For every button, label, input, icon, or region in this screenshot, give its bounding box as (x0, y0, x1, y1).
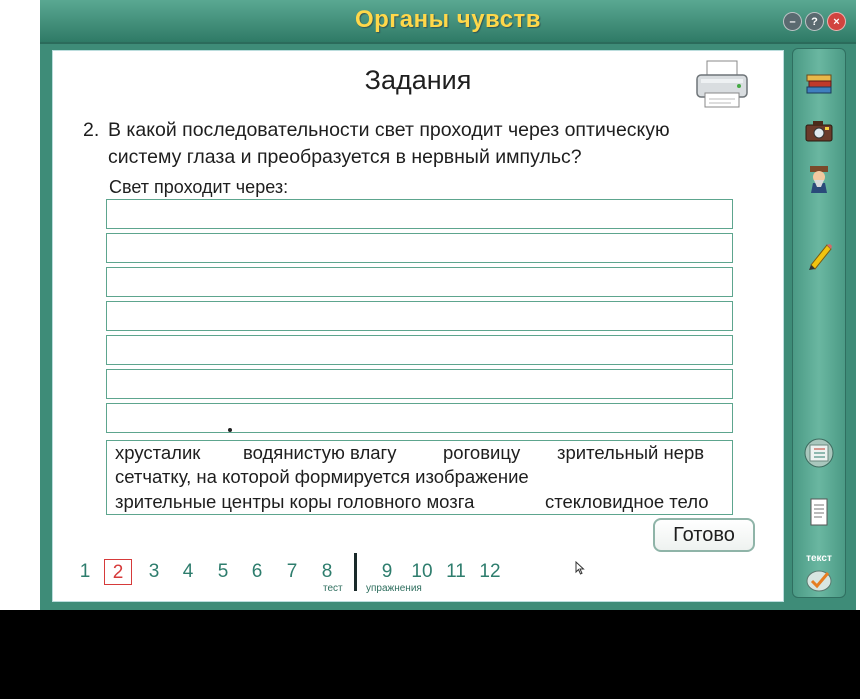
page-7[interactable]: 7 (286, 561, 298, 582)
option-lens[interactable]: хрусталик (115, 442, 201, 463)
page-6[interactable]: 6 (251, 561, 263, 582)
caption-exercises: упражнения (366, 583, 422, 594)
books-icon[interactable] (801, 69, 837, 101)
panel-title: Задания (364, 65, 472, 95)
answer-slot-7[interactable] (106, 403, 733, 433)
page-3[interactable]: 3 (148, 561, 160, 582)
black-area (0, 610, 860, 699)
checklist-icon[interactable] (801, 437, 837, 469)
app-title: Органы чувств (354, 6, 542, 33)
page-4[interactable]: 4 (182, 561, 194, 582)
caption-test: тест (323, 583, 343, 594)
minimize-button[interactable]: – (783, 12, 802, 31)
cursor-mark (228, 428, 232, 432)
pencil-icon[interactable] (801, 239, 837, 271)
subtitle: Свет проходит через: (109, 177, 289, 197)
options-pool (106, 440, 733, 515)
option-vitreous-body[interactable]: стекловидное тело (545, 491, 709, 512)
question-number: 2. (83, 119, 100, 141)
page-9[interactable]: 9 (381, 561, 393, 582)
camera-icon[interactable] (801, 115, 837, 147)
page-2-active[interactable]: 2 (104, 559, 132, 585)
option-retina[interactable]: сетчатку, на которой формируется изображение (115, 466, 529, 487)
answer-slot-4[interactable] (106, 301, 733, 331)
help-button[interactable]: ? (805, 12, 824, 31)
answer-slot-2[interactable] (106, 233, 733, 263)
question-text-line-2: систему глаза и преобразуется в нервный импульс? (108, 146, 582, 168)
option-optic-nerve[interactable]: зрительный нерв (557, 442, 705, 463)
page-8[interactable]: 8 (321, 561, 333, 582)
answer-slot-6[interactable] (106, 369, 733, 399)
mouse-pointer-icon (575, 561, 585, 580)
page-5[interactable]: 5 (217, 561, 229, 582)
task-panel (52, 46, 784, 602)
question-text-line-1: В какой последовательности свет проходит через оптическую (108, 119, 670, 141)
professor-icon[interactable] (801, 163, 837, 195)
page-11[interactable]: 11 (446, 561, 466, 582)
answer-slot-3[interactable] (106, 267, 733, 297)
question (83, 117, 773, 171)
page-1[interactable]: 1 (79, 561, 91, 582)
page-navigation (53, 553, 613, 599)
option-visual-cortex[interactable]: зрительные центры коры головного мозга (115, 491, 475, 512)
printer-icon[interactable] (693, 59, 751, 111)
close-panel-button[interactable]: ✕ (763, 46, 783, 71)
document-icon[interactable] (801, 497, 837, 529)
answer-slot-5[interactable] (106, 335, 733, 365)
app-window (40, 0, 856, 610)
answer-slot-1[interactable] (106, 199, 733, 229)
done-button[interactable]: Готово (653, 518, 755, 552)
window-controls (783, 12, 846, 31)
text-check-icon[interactable] (801, 563, 837, 595)
text-label: текст (806, 553, 832, 564)
option-cornea[interactable]: роговицу (443, 442, 521, 463)
sidebar (792, 48, 846, 598)
option-aqueous-humor[interactable]: водянистую влагу (243, 442, 397, 463)
page-12[interactable]: 12 (479, 561, 501, 582)
page-10[interactable]: 10 (411, 561, 433, 582)
close-window-button[interactable]: × (827, 12, 846, 31)
section-divider (354, 553, 357, 591)
title-bar (40, 0, 856, 44)
